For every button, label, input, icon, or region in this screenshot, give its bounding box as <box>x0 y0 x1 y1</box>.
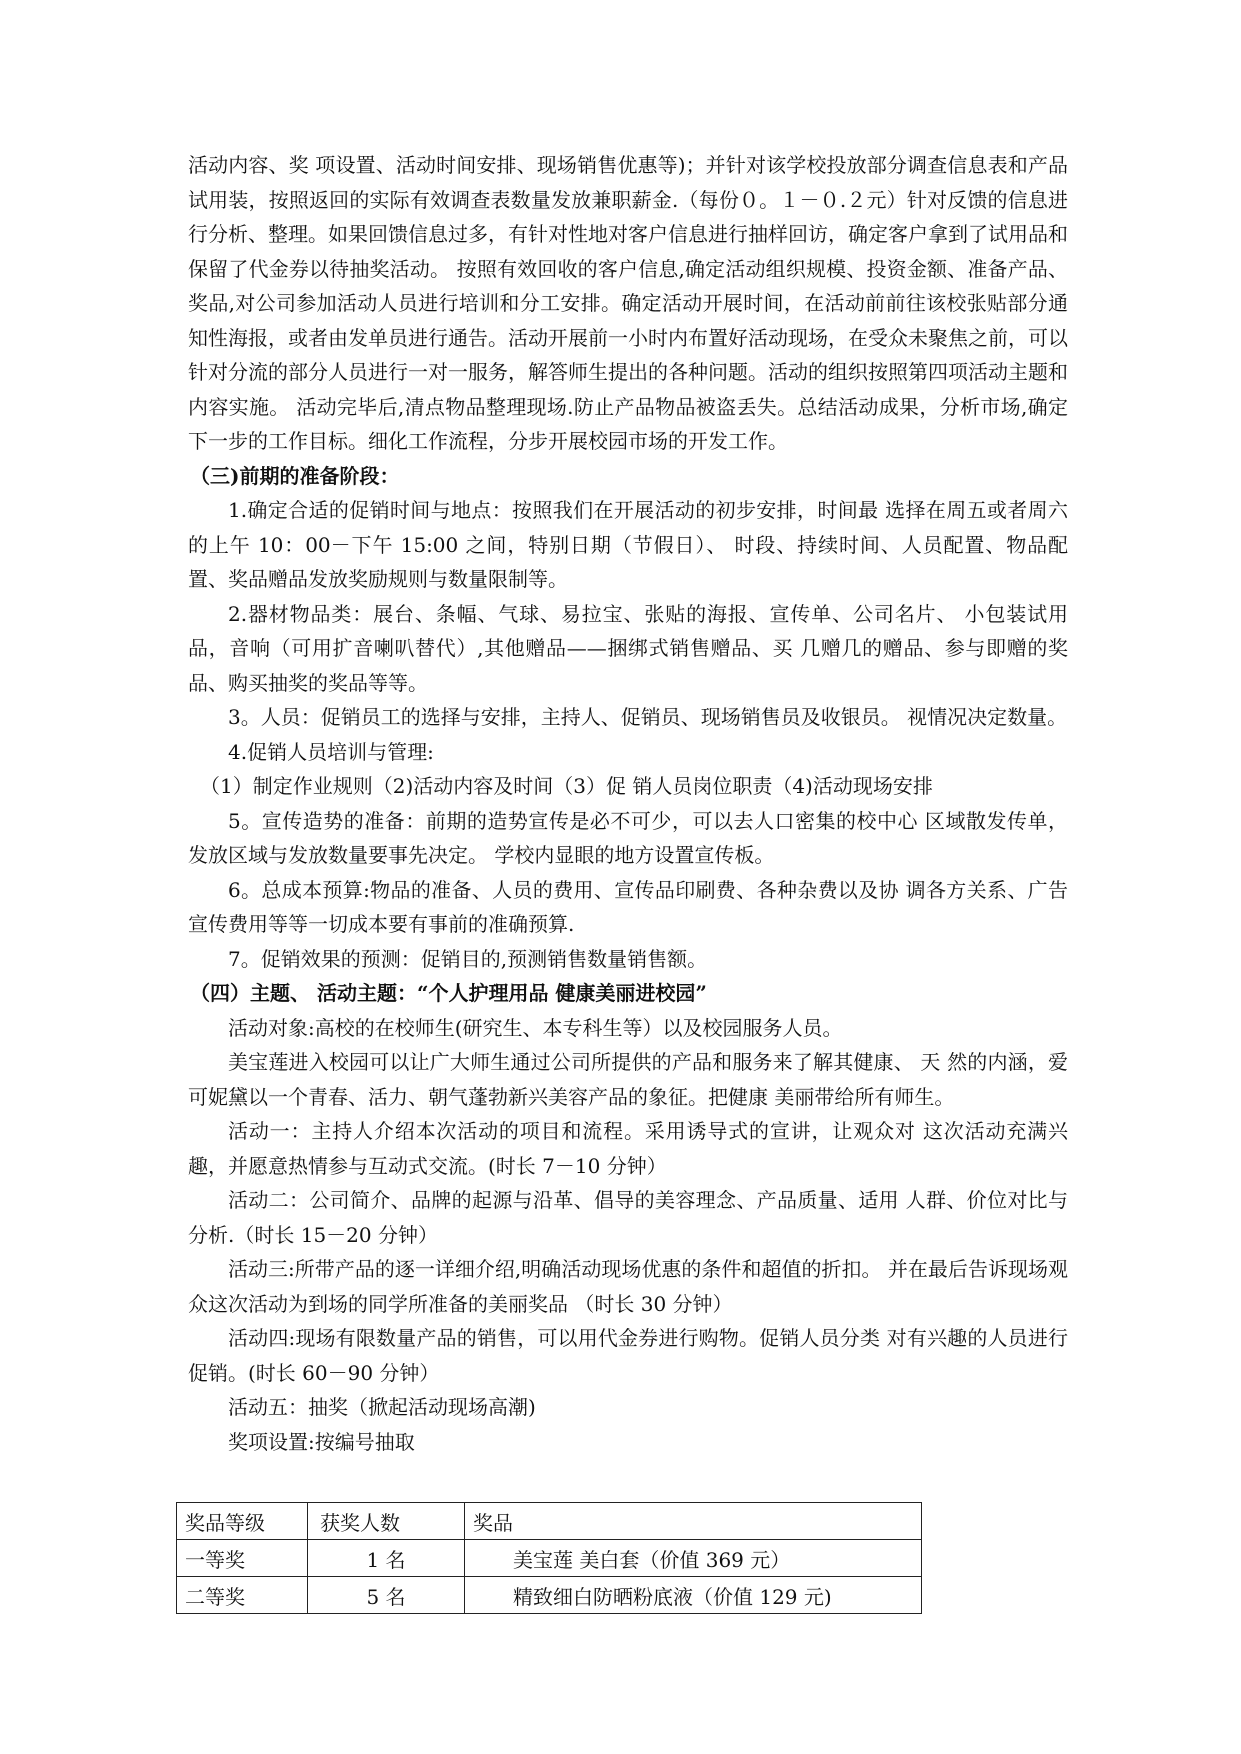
prize-table-header-level: 奖品等级 <box>177 1503 308 1540</box>
prep-item-publicity: 5。宣传造势的准备：前期的造势宣传是必不可少，可以去人口密集的校中心 区域散发传单， 发放区域与发放数量要事先决定。 学校内显眼的地方设置宣传板。 <box>188 808 1068 867</box>
prize-table-header-count: 获奖人数 <box>308 1503 465 1540</box>
prize-level-cell: 二等奖 <box>177 1577 308 1614</box>
activity-two: 活动二：公司简介、品牌的起源与沿革、倡导的美容理念、产品质量、适用 人群、价位对比与分析.（时长 15－20 分钟） <box>188 1188 1068 1247</box>
prize-table-header-prize: 奖品 <box>465 1503 922 1540</box>
activity-target: 活动对象:高校的在校师生(研究生、本专科生等）以及校园服务人员。 <box>228 1015 843 1040</box>
activity-three: 活动三:所带产品的逐一详细介绍,明确活动现场优惠的条件和超值的折扣。 并在最后告诉现场观众这次活动为到场的同学所准备的美丽奖品 （时长 30 分钟） <box>188 1257 1068 1316</box>
prize-item-cell: 精致细白防晒粉底液（价值 129 元) <box>465 1577 922 1614</box>
prize-item-cell: 美宝莲 美白套（价值 369 元） <box>465 1540 922 1577</box>
prize-setting-label: 奖项设置:按编号抽取 <box>228 1429 415 1454</box>
prep-item-training: 4.促销人员培训与管理: <box>228 739 434 764</box>
prep-item-training-detail: （1）制定作业规则（2)活动内容及时间（3）促 销人员岗位职责（4)活动现场安排 <box>200 774 933 798</box>
prep-item-forecast: 7。促销效果的预测：促销目的,预测销售数量销售额。 <box>228 946 708 971</box>
paragraph-activity-process: 活动内容、奖 项设置、活动时间安排、现场销售优惠等)；并针对该学校投放部分调查信息表和产品试用装，按照返回的实际有效调查表数量发放兼职薪金.（每份０。１－０.２元）针对反馈的信息进行分析、整理。如果回馈信息过多，有针对性地对客户信息进行抽样回访，确定客户拿到了试用品和保留了代金券以待抽奖活动。 按照有效回收的客户信息,确定活动组织规模、投资金额、准备产品、奖品,对公司参加活动人员进行培训和分工安排。确定活动开展时间，在活动前前往该校张贴部分通知性海报，或者由发单员进行通告。活动开展前一小时内布置好活动现场，在受众未聚焦之前，可以针对分流的部分人员进行一对一服务，解答师生提出的各种问题。活动的组织按照第四项活动主题和内容实施。 活动完毕后,清点物品整理现场.防止产品物品被盗丢失。总结活动成果，分析市场,确定下一步的工作目标。细化工作流程，分步开展校园市场的开发工作。 <box>188 153 1068 453</box>
table-row <box>177 1540 922 1577</box>
section-heading-preparation: （三)前期的准备阶段： <box>190 463 400 488</box>
prep-item-time-location: 1.确定合适的促销时间与地点：按照我们在开展活动的初步安排，时间最 选择在周五或者周六的上午 10：00－下午 15:00 之间，特别日期（节假日）、 时段、持续时间、人员配置、物品配置、奖品赠品发放奖励规则与数量限制等。 <box>188 498 1068 591</box>
prep-item-materials: 2.器材物品类：展台、条幅、气球、易拉宝、张贴的海报、宣传单、公司名片、 小包装试用品，音响（可用扩音喇叭替代）,其他赠品——捆绑式销售赠品、买 几赠几的赠品、参与即赠的奖品、购买抽奖的奖品等等。 <box>188 601 1068 695</box>
activity-intro: 美宝莲进入校园可以让广大师生通过公司所提供的产品和服务来了解其健康、 天 然的内涵，爱可妮黛以一个青春、活力、朝气蓬勃新兴美容产品的象征。把健康 美丽带给所有师生。 <box>188 1050 1068 1109</box>
prep-item-staff: 3。人员：促销员工的选择与安排，主持人、促销员、现场销售员及收银员。 视情况决定数量。 <box>228 705 1068 729</box>
prize-table-header-row <box>177 1503 922 1540</box>
prize-count-cell: 5 名 <box>308 1577 465 1614</box>
prize-count-cell: 1 名 <box>308 1540 465 1577</box>
section-heading-wrap-theme <box>190 976 1068 1011</box>
prize-table <box>176 1502 922 1614</box>
section-heading-wrap <box>190 459 1068 494</box>
activity-five: 活动五：抽奖（掀起活动现场高潮) <box>228 1395 536 1419</box>
document-body <box>188 148 1068 1459</box>
prize-level-cell: 一等奖 <box>177 1540 308 1577</box>
table-row <box>177 1577 922 1614</box>
activity-one: 活动一：主持人介绍本次活动的项目和流程。采用诱导式的宣讲，让观众对 这次活动充满兴趣，并愿意热情参与互动式交流。(时长 7－10 分钟） <box>188 1119 1068 1178</box>
section-heading-theme: （四）主题、 活动主题：“个人护理用品 健康美丽进校园” <box>190 981 707 1005</box>
prep-item-budget: 6。总成本预算:物品的准备、人员的费用、宣传品印刷费、各种杂费以及协 调各方关系、广告宣传费用等等一切成本要有事前的准确预算. <box>188 877 1068 936</box>
activity-four: 活动四:现场有限数量产品的销售，可以用代金券进行购物。促销人员分类 对有兴趣的人员进行促销。(时长 60－90 分钟） <box>188 1326 1068 1385</box>
